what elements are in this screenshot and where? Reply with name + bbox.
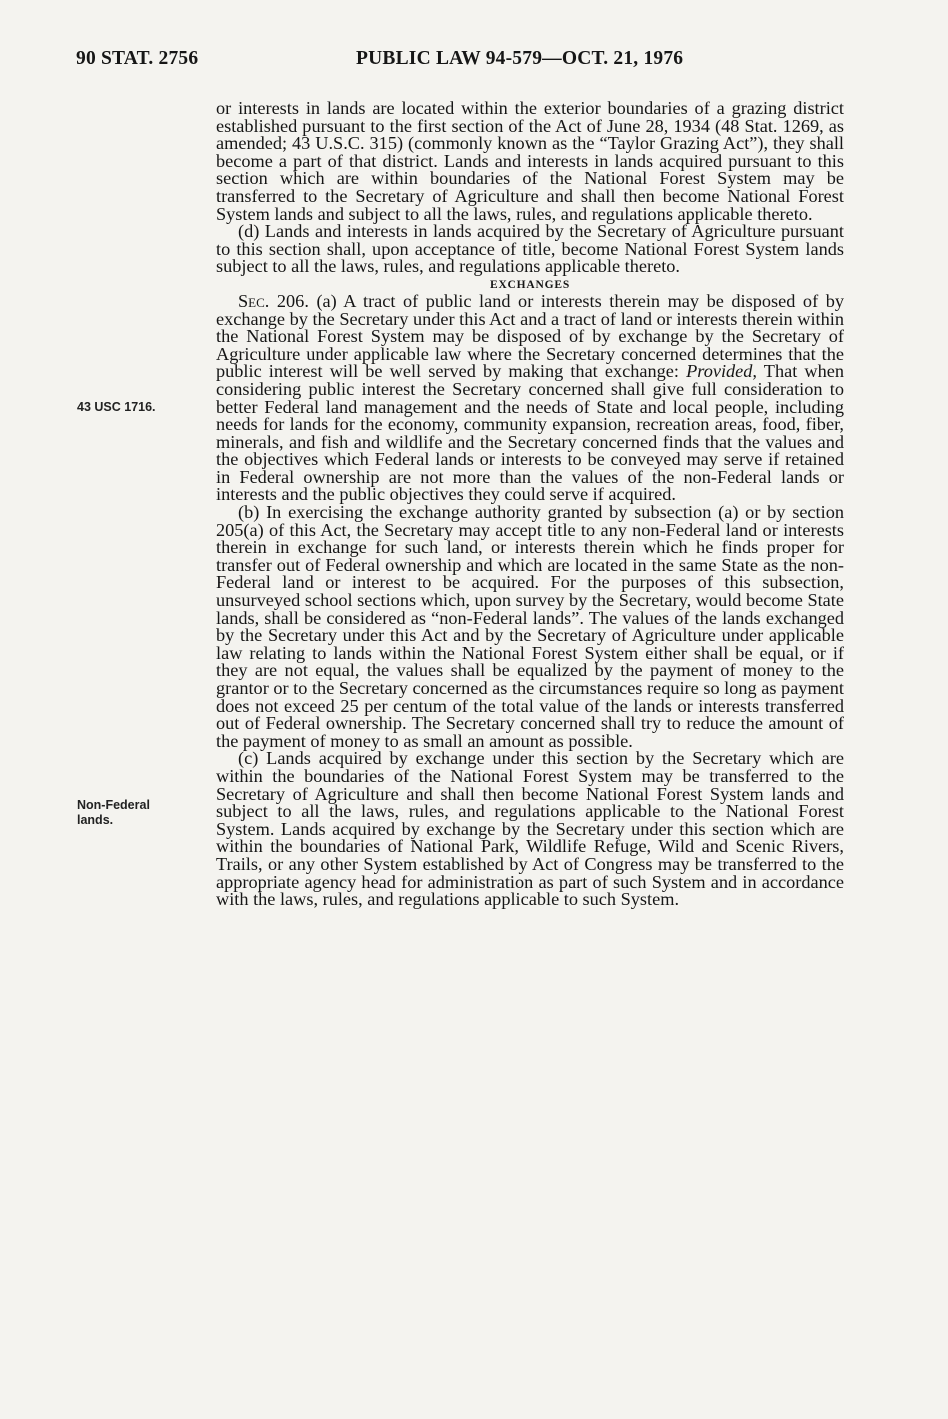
- sec206-a-part1: (a) A tract of public land or interests therein may be disposed of by exchange by the Secretary under this Act and a tract of land or interests therein within the National Forest System may be disposed of by exchange by the Secretary of Agriculture under applicable law where the Secretary concerned determines that the public interest will be well served by making that exchange:: [216, 290, 844, 382]
- margin-note-line: Non-Federal: [77, 798, 150, 812]
- paragraph-d: (d) Lands and interests in lands acquired by the Secretary of Agriculture pursuant to this section shall, upon acceptance of title, become National Forest System lands subject to all the laws, rules, and regulations applicable thereto.: [216, 221, 844, 277]
- paragraph-sec206-a: [216, 290, 844, 505]
- stat-reference: 90 STAT. 2756: [76, 48, 199, 69]
- law-title: PUBLIC LAW 94-579—OCT. 21, 1976: [356, 48, 684, 69]
- paragraph-c: (c) Lands acquired by exchange under this section by the Secretary which are within the boundaries of the National Forest System may be transferred to the Secretary of Agriculture and shall then become National Forest System lands and subject to all the laws, rules, and regulations applicable to the National Forest System. Lands acquired by exchange by the Secretary under this section which are within the boundaries of National Park, Wildlife Refuge, Wild and Scenic Rivers, Trails, or any other System established by Act of Congress may be transferred to the appropriate agency head for administration as part of such System and in accordance with the laws, rules, and regulations applicable to such System.: [216, 748, 844, 910]
- section-heading: EXCHANGES: [489, 278, 571, 291]
- body-text: [216, 100, 844, 909]
- section-label: Sec. 206.: [238, 290, 309, 311]
- margin-note-nonfederal: [77, 798, 150, 828]
- paragraph-continuation: or interests in lands are located within the exterior boundaries of a grazing district established pursuant to the first section of the Act of June 28, 1934 (48 Stat. 1269, as amended; 43 U.S.C. 315) (commonly known as the “Taylor Grazing Act”), they shall become a part of that district. Lands and interests in lands acquired pursuant to this section which are within boundaries of the National Forest System may be transferred to the Secretary of Agriculture and shall then become National Forest System lands and subject to all the laws, rules, and regulations applicable thereto.: [216, 98, 844, 224]
- margin-note-usc: 43 USC 1716.: [77, 400, 156, 414]
- margin-note-line: lands.: [77, 813, 114, 827]
- sec206-a-part2: That when considering public interest the Secretary concerned shall give full consideration to better Federal land management and the needs of State and local people, including needs for lands for the economy, community expansion, recreation areas, food, fiber, minerals, and fish and wildlife and the Secretary concerned finds that the values and the objectives which Federal lands or interests to be conveyed may serve if retained in Federal ownership are not more than the values of the non-Federal lands or interests and the public objectives they could serve if acquired.: [216, 361, 844, 505]
- paragraph-b: (b) In exercising the exchange authority granted by subsection (a) or by section 205(a) of this Act, the Secretary may accept title to any non-Federal land or interests therein in exchange for such land, or interests therein which he finds proper for transfer out of Federal ownership and which are located in the same State as the non-Federal land or interest to be acquired. For the purposes of this subsection, unsurveyed school sections which, upon survey by the Secretary, would become State lands, shall be considered as “non-Federal lands”. The values of the lands exchanged by the Secretary under this Act and by the Secretary of Agriculture under applicable law relating to lands within the National Forest System either shall be equal, or if they are not equal, the values shall be equalized by the payment of money to the grantor or to the Secretary concerned as the circumstances require so long as payment does not exceed 25 per centum of the total value of the lands or interests transferred out of Federal ownership. The Secretary concerned shall try to reduce the amount of the payment of money to as small an amount as possible.: [216, 502, 844, 751]
- provided-italic: Provided,: [686, 361, 757, 382]
